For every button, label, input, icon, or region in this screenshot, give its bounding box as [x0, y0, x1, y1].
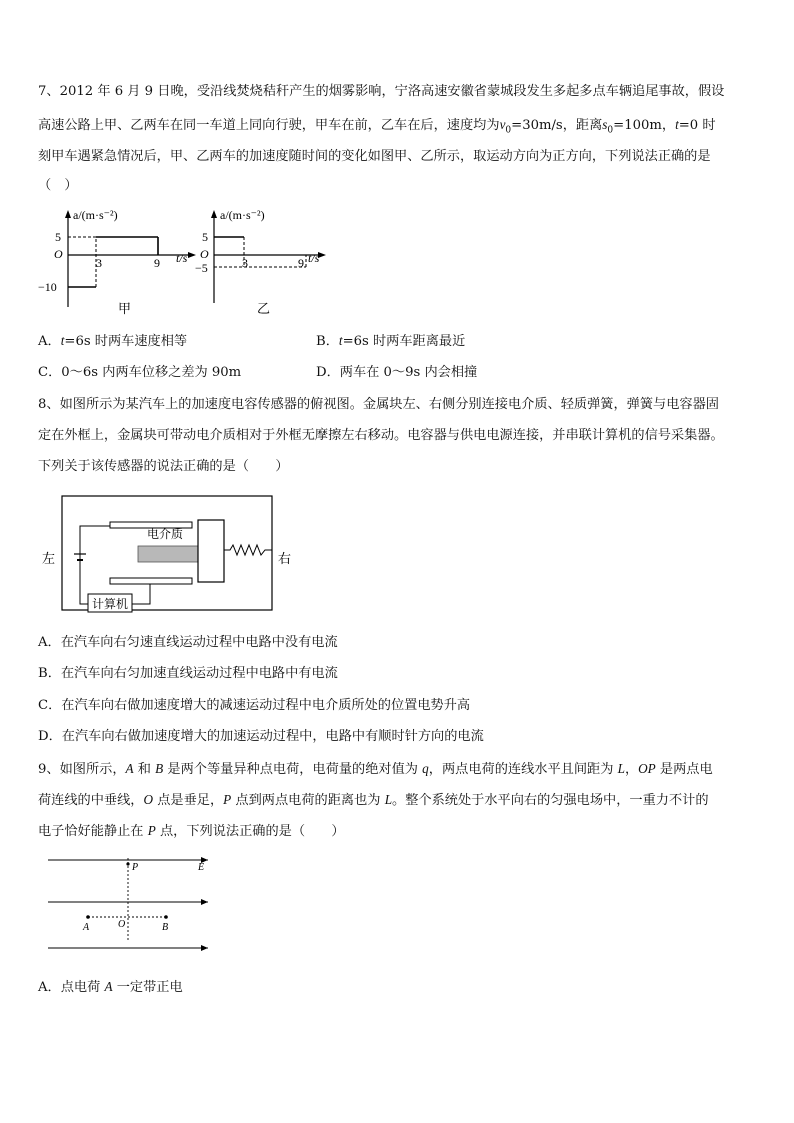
- t-symbol: t: [675, 117, 679, 132]
- s0-symbol: s: [602, 117, 608, 132]
- figB-tick-9: 9: [298, 256, 304, 270]
- figA-tick-9: 9: [154, 256, 160, 270]
- q7-option-d[interactable]: D．两车在 0～9s 内会相撞: [316, 365, 478, 380]
- q7-option-a[interactable]: [38, 332, 187, 351]
- q7-answer-blank: （ ）: [38, 178, 78, 193]
- q9-text: 。整个系统处于水平向右的匀强电场中，一重力不计的: [392, 793, 709, 808]
- circuit-wire-bottom: [132, 584, 150, 604]
- figB-caption: 乙: [257, 301, 271, 316]
- q7-figure-jia: [30, 205, 210, 320]
- q9-text: 荷连线的中垂线，: [38, 793, 144, 808]
- option-letter: B．: [316, 334, 339, 349]
- option-text: =6s 时两车距离最近: [342, 334, 466, 349]
- q8-option-d[interactable]: D．在汽车向右做加速度增大的加速运动过程中，电路中有顺时针方向的电流: [38, 729, 484, 744]
- option-text: =6s 时两车速度相等: [64, 334, 188, 349]
- label-e: E: [198, 862, 205, 873]
- var-L: L: [617, 761, 625, 776]
- charge-a-dot: [86, 915, 90, 919]
- q7-option-c[interactable]: C．0～6s 内两车位移之差为 90m: [38, 365, 242, 380]
- dielectric-label: 电介质: [147, 527, 184, 541]
- q9-text: 点到两点电荷的距离也为: [231, 793, 385, 808]
- q9-text: 是两点电: [655, 762, 713, 777]
- q7-text: =30m/s，距离: [511, 118, 603, 133]
- left-label: 左: [42, 551, 56, 566]
- label-p: P: [132, 862, 139, 873]
- q7-text: =0 时: [678, 118, 716, 133]
- q9-field-figure: [40, 850, 220, 956]
- var-P: P: [147, 823, 156, 838]
- y-axis-arrow: [65, 210, 71, 218]
- q9-text: 9、如图所示，: [38, 762, 126, 777]
- label-o: O: [118, 919, 126, 930]
- q8-stem-line-2: 定在外框上，金属块可带动电介质相对于外框无摩擦左右移动。电容器与供电电源连接，并串联计算机的信号采集器。: [38, 428, 724, 443]
- q8-sensor-figure: [38, 490, 300, 618]
- q8-option-b[interactable]: B．在汽车向右匀加速直线运动过程中电路中有电流: [38, 666, 338, 681]
- q9-text: 电子恰好能静止在: [38, 824, 148, 839]
- computer-label: 计算机: [92, 597, 129, 611]
- label-b: B: [162, 922, 169, 933]
- var-P: P: [223, 792, 232, 807]
- q7-figure-yi: [192, 205, 352, 320]
- q9-stem-line-2: [38, 791, 709, 810]
- var-q: q: [422, 761, 429, 776]
- figB-tick-minus5: −5: [195, 261, 208, 275]
- q9-stem-line-1: [38, 760, 713, 779]
- option-text: A．点电荷: [38, 980, 105, 995]
- q7-stem-line-3: 刻甲车遇紧急情况后，甲、乙两车的加速度随时间的变化如图甲、乙所示，取运动方向为正方向，下列说法正确的是: [38, 149, 711, 164]
- capacitor-plate-bottom: [110, 578, 192, 584]
- option-letter: A．: [38, 334, 61, 349]
- figA-xlabel: t/s: [176, 251, 188, 265]
- var-OP: OP: [638, 761, 656, 776]
- var-B: B: [155, 761, 164, 776]
- q7-text: 高速公路上甲、乙两车在同一车道上同向行驶，甲车在前，乙车在后，速度均为: [38, 118, 500, 133]
- q7-stem-line-2: 高速公路上甲、乙两车在同一车道上同向行驶，甲车在前，乙车在后，速度均为$v_0=30m/s$，距离$s_0=100m$，t=0 时: [38, 117, 716, 136]
- figA-tick-5: 5: [55, 230, 61, 244]
- q9-text: ，两点电荷的连线水平且间距为: [428, 762, 618, 777]
- right-label: 右: [278, 551, 292, 566]
- option-text: 一定带正电: [112, 980, 183, 995]
- figB-tick-5: 5: [202, 230, 208, 244]
- figA-tick-minus10: −10: [38, 280, 57, 294]
- t-symbol: t: [338, 333, 343, 348]
- var-L: L: [384, 792, 393, 807]
- dielectric-slab: [138, 546, 200, 562]
- metal-block: [198, 520, 224, 582]
- spring: [224, 545, 272, 555]
- q8-stem-line-1: 8、如图所示为某汽车上的加速度电容传感器的俯视图。金属块左、右侧分别连接电介质、轻质弹簧，弹簧与电容器固: [38, 397, 719, 412]
- q9-text: 点是垂足，: [153, 793, 224, 808]
- q9-option-a[interactable]: [38, 978, 183, 997]
- var-A: A: [104, 979, 113, 994]
- q7-text: =100m，: [613, 118, 676, 133]
- circuit-wire-left: [80, 526, 110, 604]
- var-O: O: [143, 792, 154, 807]
- q8-option-c[interactable]: C．在汽车向右做加速度增大的减速运动过程中电介质所处的位置电势升高: [38, 698, 471, 713]
- q7-option-b[interactable]: [316, 332, 465, 351]
- figB-xlabel: t/s: [308, 251, 320, 265]
- figA-origin: O: [54, 247, 63, 261]
- t-symbol: t: [60, 333, 65, 348]
- q8-stem-line-3: 下列关于该传感器的说法正确的是（ ）: [38, 459, 289, 474]
- y-axis-arrow: [211, 210, 217, 218]
- charge-b-dot: [164, 915, 168, 919]
- figA-caption: 甲: [118, 301, 132, 316]
- figA-tick-3: 3: [96, 256, 102, 270]
- q9-text: ，: [624, 762, 639, 777]
- v0-symbol: v: [499, 117, 506, 132]
- figB-ylabel: a/(m·s⁻²): [220, 208, 265, 222]
- q9-text: 点，下列说法正确的是（ ）: [155, 824, 345, 839]
- q9-text: 和: [133, 762, 156, 777]
- q9-stem-line-3: [38, 822, 345, 841]
- figA-ylabel: a/(m·s⁻²): [73, 208, 118, 222]
- q7-stem-line-1: 7、2012 年 6 月 9 日晚，受沿线焚烧秸秆产生的烟雾影响，宁洛高速安徽省蒙城段发生多起多点车辆追尾事故，假设: [38, 84, 725, 99]
- q8-option-a[interactable]: A．在汽车向右匀速直线运动过程中电路中没有电流: [38, 635, 338, 650]
- label-a: A: [83, 922, 90, 933]
- var-A: A: [125, 761, 134, 776]
- q9-text: 是两个等量异种点电荷，电荷量的绝对值为: [163, 762, 423, 777]
- figB-origin: O: [200, 247, 209, 261]
- figB-tick-3: 3: [242, 256, 248, 270]
- point-p-dot: [126, 862, 129, 865]
